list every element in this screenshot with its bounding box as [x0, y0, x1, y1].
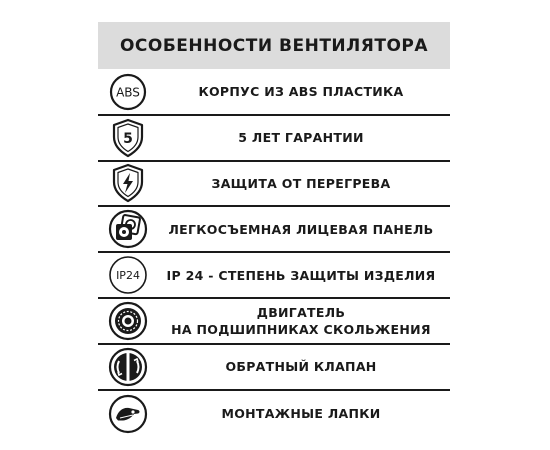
feature-row-valve	[98, 345, 450, 391]
ip24-icon	[98, 253, 158, 297]
header-banner	[98, 22, 450, 69]
ip24-icon-text: IP24	[116, 269, 140, 283]
shield-lightning-icon	[98, 162, 158, 206]
abs-icon-text: ABS	[116, 85, 140, 100]
feature-label-overheat: ЗАЩИТА ОТ ПЕРЕГРЕВА	[211, 175, 391, 191]
feature-row-mounting	[98, 391, 450, 437]
feature-row-ip	[98, 253, 450, 299]
feature-label-abs: КОРПУС ИЗ ABS ПЛАСТИКА	[198, 84, 404, 100]
bearing-motor-icon	[98, 299, 158, 343]
feature-row-motor	[98, 299, 450, 345]
check-valve-icon	[98, 345, 158, 389]
feature-row-abs	[98, 70, 450, 116]
shield-5-icon	[98, 116, 158, 160]
feature-row-warranty	[98, 116, 450, 162]
feature-label-panel: ЛЕГКОСЪЕМНАЯ ЛИЦЕВАЯ ПАНЕЛЬ	[168, 221, 434, 237]
feature-label-motor	[158, 304, 450, 338]
abs-icon	[98, 70, 158, 114]
feature-label-motor-line1: ДВИГАТЕЛЬ	[256, 304, 346, 320]
feature-row-overheat	[98, 162, 450, 208]
feature-list	[98, 70, 450, 437]
feature-label-warranty: 5 ЛЕТ ГАРАНТИИ	[238, 130, 364, 146]
mounting-feet-icon	[98, 391, 158, 437]
page-title: ОСОБЕННОСТИ ВЕНТИЛЯТОРА	[119, 35, 429, 56]
feature-label-ip: IP 24 - СТЕПЕНЬ ЗАЩИТЫ ИЗДЕЛИЯ	[166, 267, 436, 283]
feature-label-mounting: МОНТАЖНЫЕ ЛАПКИ	[221, 406, 381, 422]
feature-row-panel	[98, 207, 450, 253]
feature-label-valve: ОБРАТНЫЙ КЛАПАН	[225, 359, 377, 375]
feature-label-motor-line2: НА ПОДШИПНИКАХ СКОЛЬЖЕНИЯ	[171, 321, 431, 337]
shield-5-text: 5	[123, 130, 133, 147]
removable-panel-icon	[98, 207, 158, 251]
